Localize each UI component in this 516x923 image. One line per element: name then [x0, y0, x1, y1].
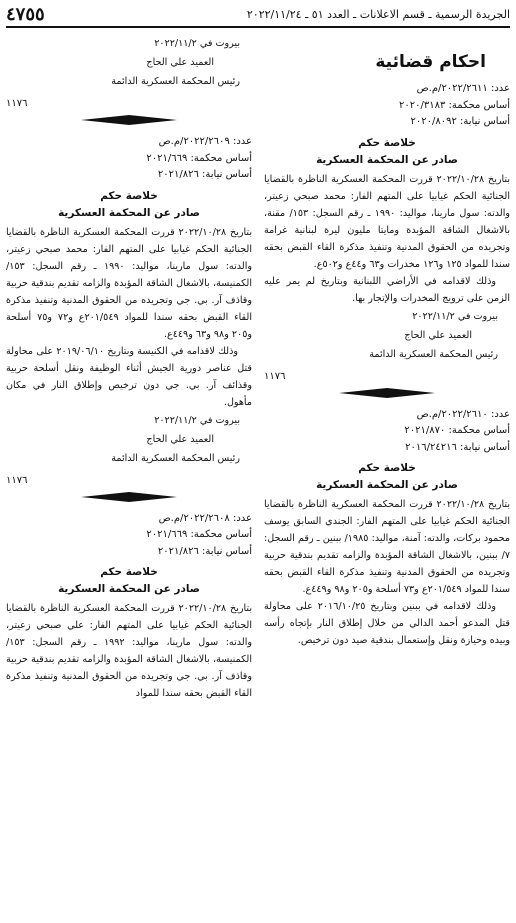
place-date: بيروت في ٢٠٢٢/١١/٢	[412, 310, 498, 322]
signature-block	[6, 411, 252, 468]
left-column	[6, 34, 252, 916]
prosecution-basis: أساس نيابة: ٢٠٢١/٨٢٦	[157, 545, 252, 557]
signer-name: العميد علي الحاج	[404, 329, 472, 341]
prosecution-basis: أساس نيابة: ٢٠٢١/٨٢٦	[157, 169, 252, 180]
separator-ornament	[6, 491, 252, 505]
summary-label: خلاصة حكم	[358, 136, 416, 149]
court-basis: أساس محكمة: ٢٠٢١/٨٧٠	[404, 425, 510, 436]
section-title: احكام قضائية	[375, 52, 486, 72]
signer-title: رئيس المحكمة العسكرية الدائمة	[111, 76, 240, 87]
summary-label: خلاصة حكم	[358, 462, 416, 474]
court-basis: أساس محكمة: ٢٠٢١/٦٦٩	[146, 529, 252, 540]
prosecution-basis: أساس نيابة: ٢٠١٦/٢٤٢١٦	[405, 441, 510, 453]
court-basis: أساس محكمة: ٢٠٢١/٦٦٩	[146, 152, 252, 164]
entry-number: عدد: ٢٠٢٢/٢٦٠٩/م.ص	[158, 136, 252, 147]
summary-label: خلاصة حكم	[100, 189, 158, 202]
entry-number: عدد: ٢٠٢٢/٢٦٠٨/م.ص	[158, 512, 252, 524]
court-basis: أساس محكمة: ٢٠٢٠/٣١٨٣	[399, 99, 510, 111]
signer-title: رئيس المحكمة العسكرية الدائمة	[369, 348, 498, 360]
separator-ornament	[6, 114, 252, 128]
issuer-label: صادر عن المحكمة العسكرية	[316, 479, 458, 491]
entry-meta	[264, 407, 510, 457]
entry-meta	[6, 134, 252, 184]
entry-footer-number: ١١٧٦	[6, 474, 28, 486]
issuer-label: صادر عن المحكمة العسكرية	[316, 153, 458, 166]
place-date: بيروت في ٢٠٢٢/١١/٢	[154, 38, 240, 49]
issuer-label: صادر عن المحكمة العسكرية	[58, 583, 200, 595]
entry-meta	[264, 81, 510, 131]
entry-number: عدد: ٢٠٢٢/٢٦١٠/م.ص	[416, 408, 510, 420]
judgment-text: بتاريخ ٢٠٢٢/١٠/٢٨ قررت المحكمة العسكرية الناظرة بالقضايا الجنائية الحكم غيابيا على المتهم الفار: محمد صبحي زعيتر، والدته: سول مارينا، مواليد: ١٩٩٠ ـ رقم السجل: ١٥٣/ الكمنيسة، بالاشغال الشاقة المؤبدة والزامه تقديم بندقية حربية وقاذف آر. بي. جي وتجريده من الحقوق المدنية وتنفيذ مذكرة القاء القبض بحقه سندا للمواد ٢٠١/٥٤٩ع و٧٢ و٧٥ أسلحة و٢٠٥ و٩٨ و٦٣ و٤٤٩ع.	[6, 226, 252, 340]
separator-ornament	[264, 387, 510, 401]
judgment-text: بتاريخ ٢٠٢٢/١٠/٢٨ قررت المحكمة العسكرية الناظرة بالقضايا الجنائية الحكم غيابيا على المتهم الفار: محمد صبحي زعيتر، والدته: سول مارينا، مواليد: ١٩٩٠ ـ رقم السجل: ١٥٣/ مقنة، بالاشغال الشاقة المؤبدة ومايتا مليون ليرة لبنانية غرامة وتجريده من الحقوق المدنية وتنفيذ مذكرة القاء القبض بحقه سندا للمواد ١٢٥ و١٢٦ مخدرات و٦٣ و٤٤ع و٥٠٢ع.	[264, 173, 510, 270]
judgment-text: بتاريخ ٢٠٢٢/١٠/٢٨ قررت المحكمة العسكرية الناظرة بالقضايا الجنائية الحكم غيابيا على المتهم الفار: علي صبحي زعيتر، والدته: سول مارينا، مواليد: ١٩٩٢ ـ رقم السجل: ١٥٣/ الكمنيسة، بالاشغال الشاقة المؤبدة والزامه تقديم بندقية حربية وقاذف آر. بي. جي وتجريده من الحقوق المدنية وتنفيذ مذكرة القاء القبض بحقه سندا للمواد	[6, 603, 252, 699]
entry-number: عدد: ٢٠٢٢/٢٦١١/م.ص	[416, 83, 510, 94]
entry-footer-number: ١١٧٦	[264, 370, 286, 382]
signer-name: العميد علي الحاج	[146, 57, 214, 68]
page-header	[6, 6, 510, 28]
signature-block	[264, 307, 510, 364]
gazette-title: الجريدة الرسمية ـ قسم الاعلانات ـ العدد ٥١ ـ ٢٠٢٢/١١/٢٤	[246, 8, 510, 21]
issuer-label: صادر عن المحكمة العسكرية	[58, 206, 200, 219]
judgment-reason: وذلك لاقدامه في الأراضي اللبنانية وبتاريخ لم يمر عليه الزمن على ترويج المخدرات والإتجار بها.	[264, 275, 510, 304]
signature-block	[6, 34, 252, 91]
place-date: بيروت في ٢٠٢٢/١١/٢	[154, 414, 240, 426]
entry-footer-number: ١١٧٦	[6, 98, 28, 109]
signer-name: العميد علي الحاج	[146, 433, 214, 445]
judgment-reason: وذلك لاقدامه في ببنين وبتاريخ ٢٠١٦/١٠/٢٥ على محاولة قتل المدعو أحمد الدالي من خلال إطلاق النار بإتجاه رأسه وبيده وحيازة ونقل وإستعمال بندقية صيد دون ترخيص.	[264, 601, 510, 646]
entry-meta	[6, 511, 252, 561]
page-number: ٤٧٥٥	[6, 4, 45, 25]
judgment-reason: وذلك لاقدامه في الكنيسة وبتاريخ ٢٠١٩/٠٦/١٠ على محاولة قتل عناصر دورية الجيش أثناء الوظيفة ونقل أسلحة حربية وقذائف آر. بي. جي دون ترخيص وإطلاق النار في مكان مأهول.	[6, 345, 252, 408]
prosecution-basis: أساس نيابة: ٢٠٢٠/٨٠٩٢	[410, 116, 510, 127]
signer-title: رئيس المحكمة العسكرية الدائمة	[111, 452, 240, 464]
judgment-text: بتاريخ ٢٠٢٢/١٠/٢٨ قررت المحكمة العسكرية الناظرة بالقضايا الجنائية الحكم غيابيا على المتهم الفار: الجندي السابق يوسف محمود بركات، والدته: آمنة، مواليد: ١٩٨٥/ ببنين ـ رقم السجل: ٧/ ببنين، بالاشغال الشاقة المؤبدة والزامه تقديم بندقية حربية وتجريده من الحقوق المدنية وتنفيذ مذكرة القاء القبض بحقه سندا للمواد ٢٠١/٥٤٩ع و٧٣ أسلحة و٢٠٥ و٩٨ و٤٤٩ع.	[264, 499, 510, 595]
right-column	[264, 34, 510, 916]
summary-label: خلاصة حكم	[100, 566, 158, 578]
